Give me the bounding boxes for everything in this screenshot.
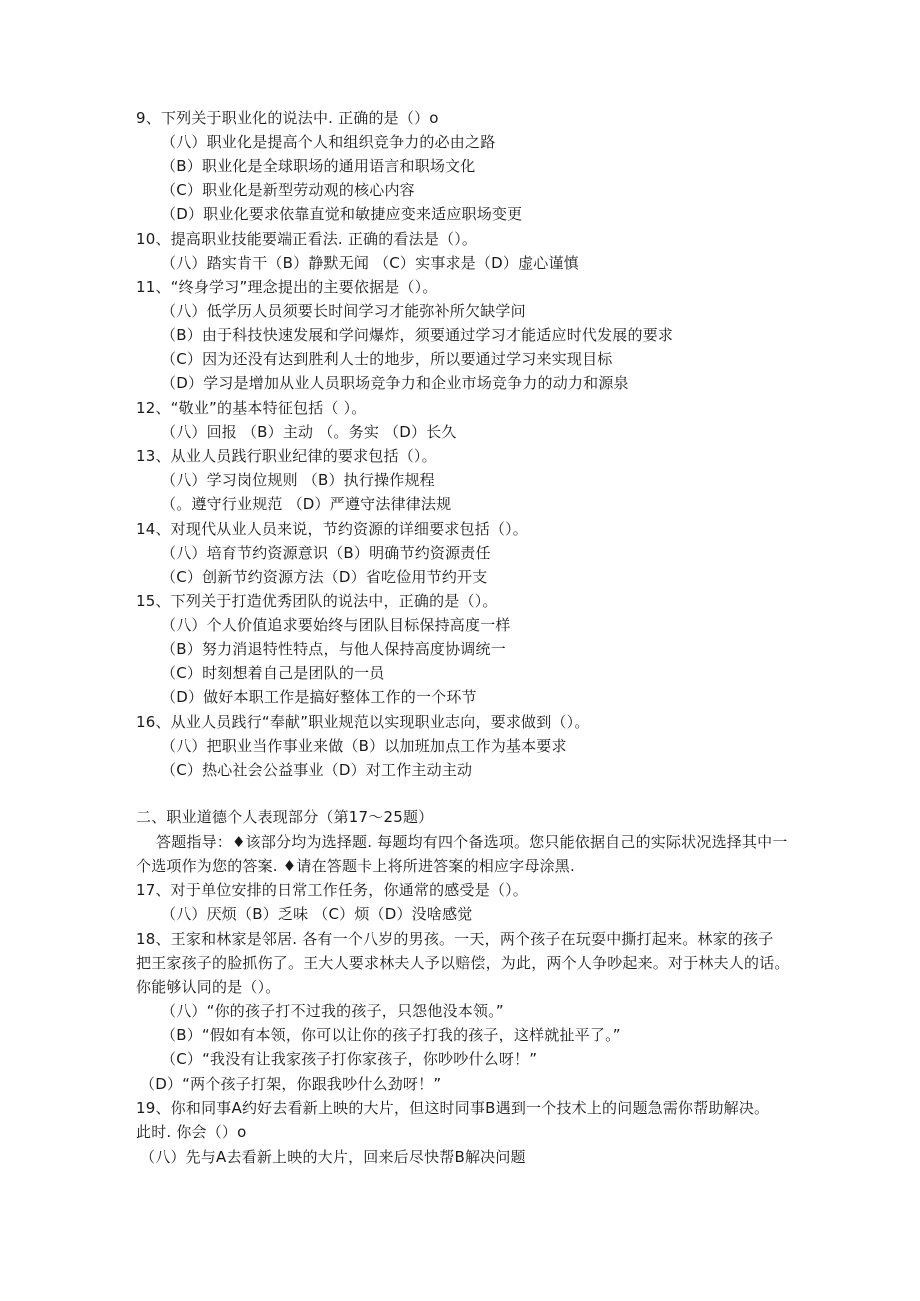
question-11-option-a: （八）低学历人员须要长时间学习才能弥补所欠缺学问 — [161, 302, 526, 320]
section-2-heading: 二、职业道德个人表现部分（第17～25题） — [136, 808, 434, 826]
question-15-option-a: （八）个人价值追求要始终与团队目标保持高度一样 — [161, 616, 511, 634]
question-14-options-cd: （C）创新节约资源方法（D）省吃俭用节约开支 — [161, 568, 488, 586]
question-16-options-ab: （八）把职业当作事业来做（B）以加班加点工作为基本要求 — [161, 737, 567, 755]
question-19-option-a: （八）先与A去看新上映的大片，回来后尽快帮B解决问题 — [140, 1148, 526, 1166]
question-11-option-d: （D）学习是增加从业人员职场竞争力和企业市场竞争力的动力和源泉 — [161, 374, 629, 392]
question-9-option-c: （C）职业化是新型劳动观的核心内容 — [161, 181, 415, 199]
question-9-option-d: （D）职业化要求依靠直觉和敏捷应变来适应职场变更 — [161, 205, 523, 223]
question-10-options: （八）踏实肯干（B）静默无闻 （C）实事求是（D）虚心谨慎 — [161, 254, 579, 272]
question-17-options: （八）厌烦（B）乏味 （C）烦（D）没啥感觉 — [161, 905, 473, 923]
question-13-stem: 13、从业人员践行职业纪律的要求包括（）。 — [136, 447, 437, 465]
section-2-guide-line-2: 个选项作为您的答案. ♦请在答题卡上将所进答案的相应字母涂黑. — [136, 857, 575, 875]
question-18-option-b: （B）“假如有本领，你可以让你的孩子打我的孩子，这样就扯平了。” — [161, 1026, 621, 1044]
question-12-options: （八）回报 （B）主动 （。务实 （D）长久 — [161, 423, 457, 441]
question-15-option-c: （C）时刻想着自己是团队的一员 — [161, 664, 385, 682]
question-17-stem: 17、对于单位安排的日常工作任务，你通常的感受是（）。 — [136, 881, 528, 899]
question-12-stem: 12、“敬业”的基本特征包括（ ）。 — [136, 399, 367, 417]
question-14-options-ab: （八）培育节约资源意识（B）明确节约资源责任 — [161, 544, 491, 562]
question-11-stem: 11、“终身学习”理念提出的主要依据是（）。 — [136, 278, 438, 296]
question-18-stem-line-3: 你能够认同的是（）。 — [136, 978, 281, 996]
question-15-stem: 15、下列关于打造优秀团队的说法中，正确的是（）。 — [136, 592, 498, 610]
question-16-options-cd: （C）热心社会公益事业（D）对工作主动主动 — [161, 761, 473, 779]
question-19-stem-line-2: 此时. 你会（）o — [136, 1123, 247, 1141]
question-13-options-cd: （。遵守行业规范 （D）严遵守法律律法规 — [161, 495, 452, 513]
question-18-option-a: （八）“你的孩子打不过我的孩子，只怨他没本领。” — [161, 1002, 504, 1020]
question-18-stem-line-2: 把王家孩子的脸抓伤了。王大人要求林夫人予以赔偿，为此，两个人争吵起来。对于林夫人的话。 — [136, 954, 790, 972]
question-13-options-ab: （八）学习岗位规则 （B）执行操作规程 — [161, 471, 435, 489]
question-15-option-b: （B）努力消退特性特点，与他人保持高度协调统一 — [161, 640, 506, 658]
question-10-stem: 10、提高职业技能要端正看法. 正确的看法是（）。 — [136, 230, 478, 248]
section-2-guide-line-1: 答题指导：♦该部分均为选择题. 每题均有四个备选项。您只能依据自己的实际状况选择其中一 — [156, 833, 788, 851]
question-11-option-c: （C）因为还没有达到胜利人士的地步，所以要通过学习来实现目标 — [161, 350, 613, 368]
question-19-stem-line-1: 19、你和同事A约好去看新上映的大片，但这时同事B遇到一个技术上的问题急需你帮助解决。 — [136, 1099, 770, 1117]
question-18-option-d: （D）“两个孩子打架，你跟我吵什么劲呀！” — [140, 1075, 442, 1093]
question-16-stem: 16、从业人员践行“奉献”职业规范以实现职业志向，要求做到（）。 — [136, 713, 590, 731]
question-18-stem-line-1: 18、王家和林家是邻居. 各有一个八岁的男孩。一天，两个孩子在玩耍中撕打起来。林家的孩子 — [136, 930, 774, 948]
question-9-option-b: （B）职业化是全球职场的通用语言和职场文化 — [161, 157, 476, 175]
question-18-option-c: （C）“我没有让我家孩子打你家孩子，你吵吵什么呀！” — [161, 1050, 538, 1068]
question-15-option-d: （D）做好本职工作是搞好整体工作的一个环节 — [161, 688, 477, 706]
question-9-option-a: （八）职业化是提高个人和组织竞争力的必由之路 — [161, 133, 496, 151]
question-14-stem: 14、对现代从业人员来说，节约资源的详细要求包括（）。 — [136, 520, 528, 538]
question-9-stem: 9、下列关于职业化的说法中. 正确的是（）o — [136, 109, 439, 127]
question-11-option-b: （B）由于科技快速发展和学问爆炸，须要通过学习才能适应时代发展的要求 — [161, 326, 674, 344]
